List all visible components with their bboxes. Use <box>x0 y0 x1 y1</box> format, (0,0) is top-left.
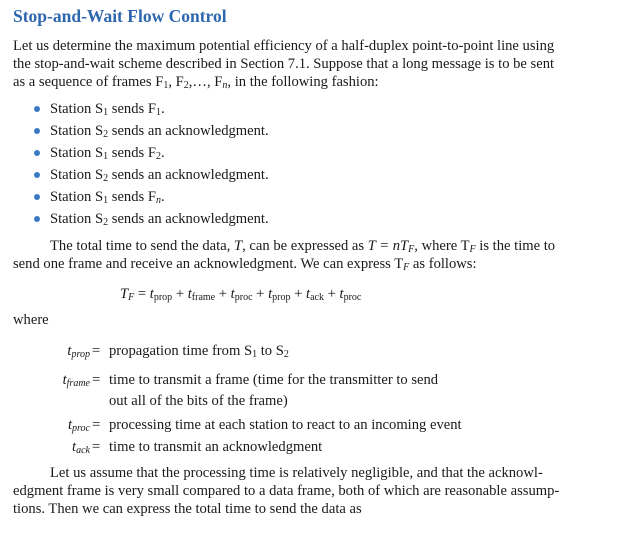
page: Stop-and-Wait Flow Control Let us determine the maximum potential efficiency of a half-duplex point-to-point line using the stop-and-wait scheme described in Section 7.1. Suppose that a long message is to be sent as a sequence of frames $F_1$, $F_2,\dots$, $F_n$, in the following fashion: Station $S_1$ sends $F_1$. Station $S_2$ sends an acknowledgment. Station $S_1$ sends $F_2$. Station $S_2$ sends an acknowledgment. Station $S_1$ sends $F_n$. Station $S_2$ sends an acknowledgment. The total time to send the data, T, can be expressed as $T = nT_F$, where $T_F$ is the time to send one frame and receive an acknowledgment. We can express $T_F$ as follows: $T_F = t_{prop} + t_{frame} + t_{proc} + t_{prop} + t_{ack} + t_{proc}$ where $t_{prop}$ = propagation time from $S_1$ to $S_2$ $t_{frame}$ = time to transmit a frame (time for the transmitter to send out all of the bits of the frame) $t_{proc}$ = processing time at each station to react to an incoming event $t_{ack}$ = time to transmit an acknowledgment Let us assume that the processing time is relatively negligible, and that the acknowl- edgment frame is very small compared to a data frame, both of which are reasonable assump- tions. Then we can express the total time to send the data as <box>13 6 560 517</box>
bullet-dot <box>34 194 40 200</box>
intro-line-3: as a sequence of frames $F_1$, $F_2,\dots$, $F_n$, in the following fashion: <box>13 74 379 91</box>
bullet-dot <box>34 128 40 134</box>
def-frame-cont: out all of the bits of the frame) <box>109 393 288 409</box>
equation-tf: $T_F = t_{prop} + t_{frame} + t_{proc} + t_{prop} + t_{ack} + t_{proc}$ <box>120 286 362 303</box>
total-line-1: The total time to send the data, T, can be expressed as $T = nT_F$, where $T_F$ is the time to <box>50 238 556 255</box>
bullet-dot <box>34 172 40 178</box>
closing-line-3: tions. Then we can express the total time to send the data as <box>13 501 362 517</box>
bullet-dot <box>34 216 40 222</box>
bullet-item: Station $S_2$ sends an acknowledgment. <box>50 211 269 228</box>
bullet-item: Station $S_1$ sends $F_2$. <box>50 145 165 162</box>
closing-line-2: edgment frame is very small compared to a data frame, both of which are reasonable assump- <box>13 483 560 499</box>
intro-line-2: the stop-and-wait scheme described in Section 7.1. Suppose that a long message is to be sent <box>13 56 555 72</box>
closing-line-1: Let us assume that the processing time is relatively negligible, and that the acknowl- <box>50 465 543 481</box>
bullet-item: Station $S_1$ sends $F_n$. <box>50 189 165 206</box>
bullet-dot <box>34 106 40 112</box>
bullet-item: Station $S_2$ sends an acknowledgment. <box>50 123 269 140</box>
bullet-item: Station $S_1$ sends $F_1$. <box>50 101 165 118</box>
intro-line-1: Let us determine the maximum potential efficiency of a half-duplex point-to-point line using <box>13 38 555 54</box>
bullet-item: Station $S_2$ sends an acknowledgment. <box>50 167 269 184</box>
total-line-2: send one frame and receive an acknowledgment. We can express $T_F$ as follows: <box>13 256 477 273</box>
section-heading: Stop-and-Wait Flow Control <box>13 6 227 26</box>
where-label: where <box>13 312 49 328</box>
bullet-dot <box>34 150 40 156</box>
